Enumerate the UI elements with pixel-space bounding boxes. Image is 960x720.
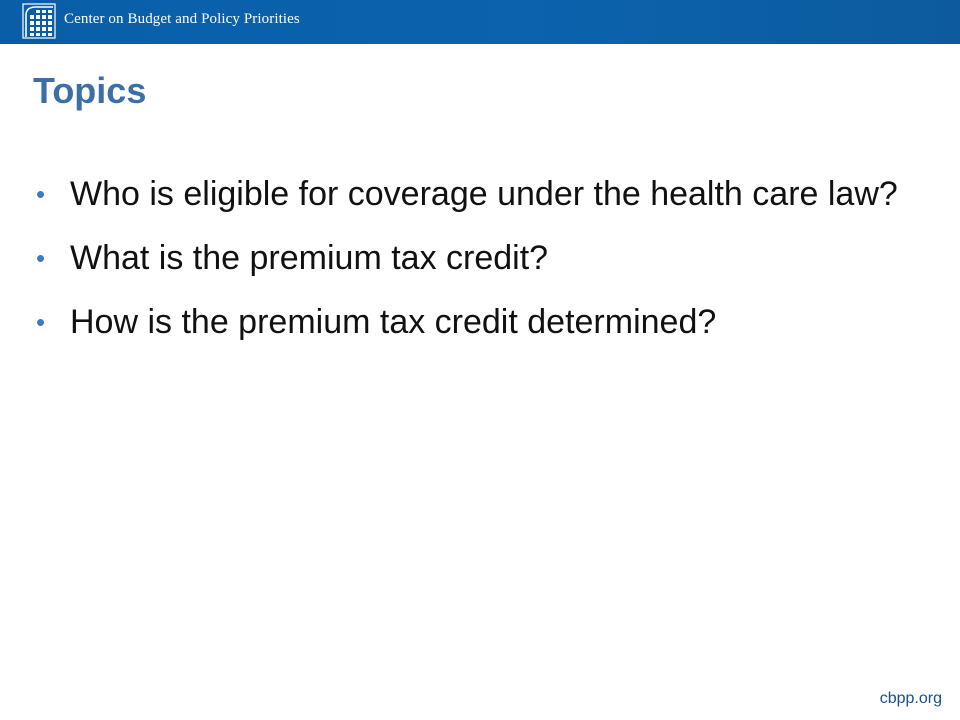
bullet-text: How is the premium tax credit determined? xyxy=(70,303,717,341)
header-bar xyxy=(0,0,960,44)
org-name: Center on Budget and Policy Priorities xyxy=(64,11,300,27)
bullet-dot-icon: • xyxy=(36,307,46,337)
bullet-list xyxy=(36,168,916,360)
slide-title: Topics xyxy=(33,70,147,111)
bullet-dot-icon: • xyxy=(36,243,46,273)
bullet-item xyxy=(36,296,916,348)
website-link[interactable]: cbpp.org xyxy=(879,690,942,707)
bullet-dot-icon: • xyxy=(36,179,46,209)
cbpp-building-logo-icon xyxy=(22,3,56,39)
bullet-text: Who is eligible for coverage under the health care law? xyxy=(70,175,898,213)
bullet-text: What is the premium tax credit? xyxy=(70,239,549,277)
bullet-item xyxy=(36,168,916,220)
bullet-item xyxy=(36,232,916,284)
